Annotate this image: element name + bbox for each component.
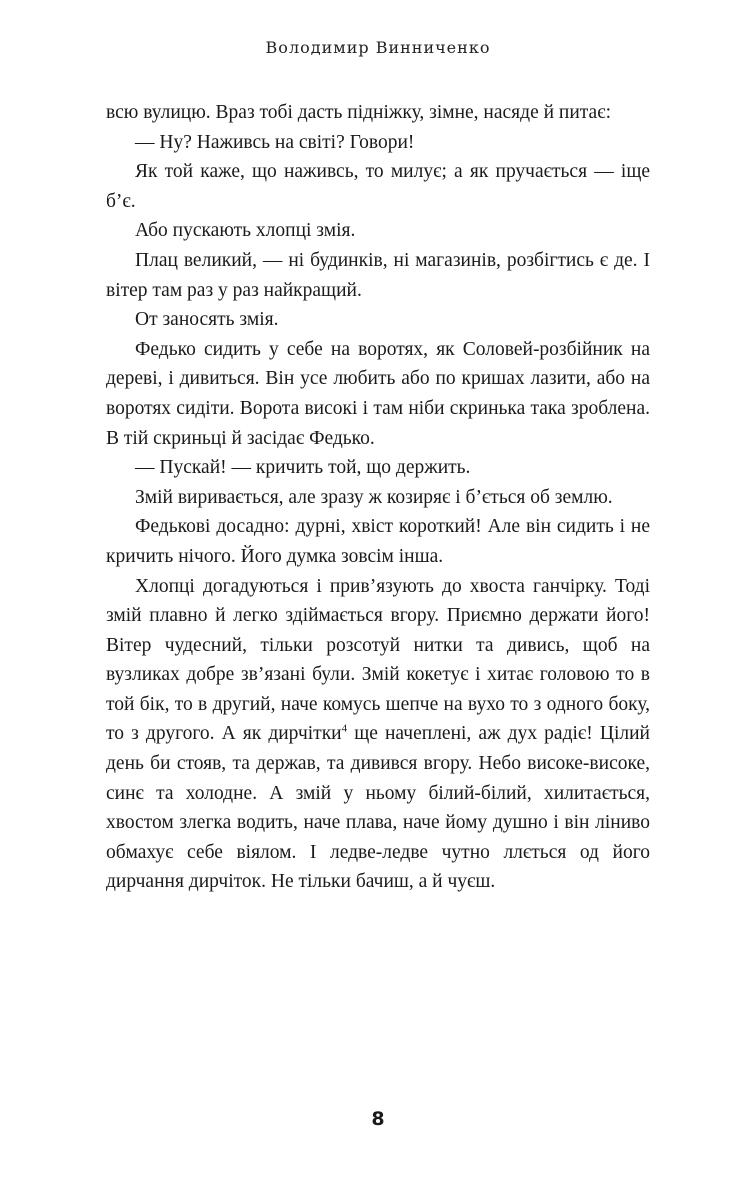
paragraph: От заносять змія.: [135, 309, 279, 331]
footnote-reference[interactable]: 4: [341, 722, 348, 735]
paragraph: — Пускай! — кричить той, що держить.: [135, 457, 471, 479]
paragraph: Плац великий, — ні будинків, ні магазинів, розбігтись є де. І вітер там раз у раз найкращий.: [106, 249, 650, 301]
paragraph-text: Хлопці догадуються і прив’язують до хвоста ганчірку. Тоді змій плавно й легко здіймається вгору. Приємно держати його! Вітер чудесний, тільки розсотуй нитки та дивись, щоб на вузликах добре зв’язані були. Змій кокетує і хитає головою то в той бік, то в другий, наче комусь шепче на вухо то з одного боку, то з другого. А як дирчітки: [106, 575, 650, 745]
body-text: [106, 98, 650, 897]
paragraph: Федько сидить у себе на воротях, як Соловей-розбійник на дереві, і дивиться. Він усе любить або по кришах лазити, або на воротях сидіти. Ворота високі і там ніби скринька така зроблена. В тій скриньці й засідає Федько.: [106, 338, 650, 449]
paragraph: — Ну? Наживсь на світі? Говори!: [135, 131, 415, 153]
running-head: Володимир Винниченко: [265, 38, 491, 57]
paragraph: Або пускають хлопці змія.: [135, 220, 356, 242]
paragraph-text-continued: ще начеплені, аж дух радіє! Цілий день би стояв, та держав, та дивився вгору. Небо високе-високе, синє та холодне. А змій у ньому білий-білий, хилитається, хвостом злегка водить, наче плава, наче йому душно і він ліниво обмахує себе віялом. І ледве-ледве чутно ллється од його дирчання дирчіток. Не тільки бачиш, а й чуєш.: [106, 723, 650, 893]
paragraph: всю вулицю. Враз тобі дасть підніжку, зімне, насяде й питає:: [106, 102, 611, 123]
page-number: 8: [371, 1108, 385, 1130]
paragraph: [106, 572, 650, 898]
paragraph: Як той каже, що наживсь, то милує; а як пручається — іще б’є.: [106, 161, 650, 212]
paragraph: Змій виривається, але зразу ж козиряє і б’ється об землю.: [135, 486, 613, 508]
paragraph: Федькові досадно: дурні, хвіст короткий! Але він сидить і не кричить нічого. Його думка зовсім інша.: [106, 516, 650, 567]
